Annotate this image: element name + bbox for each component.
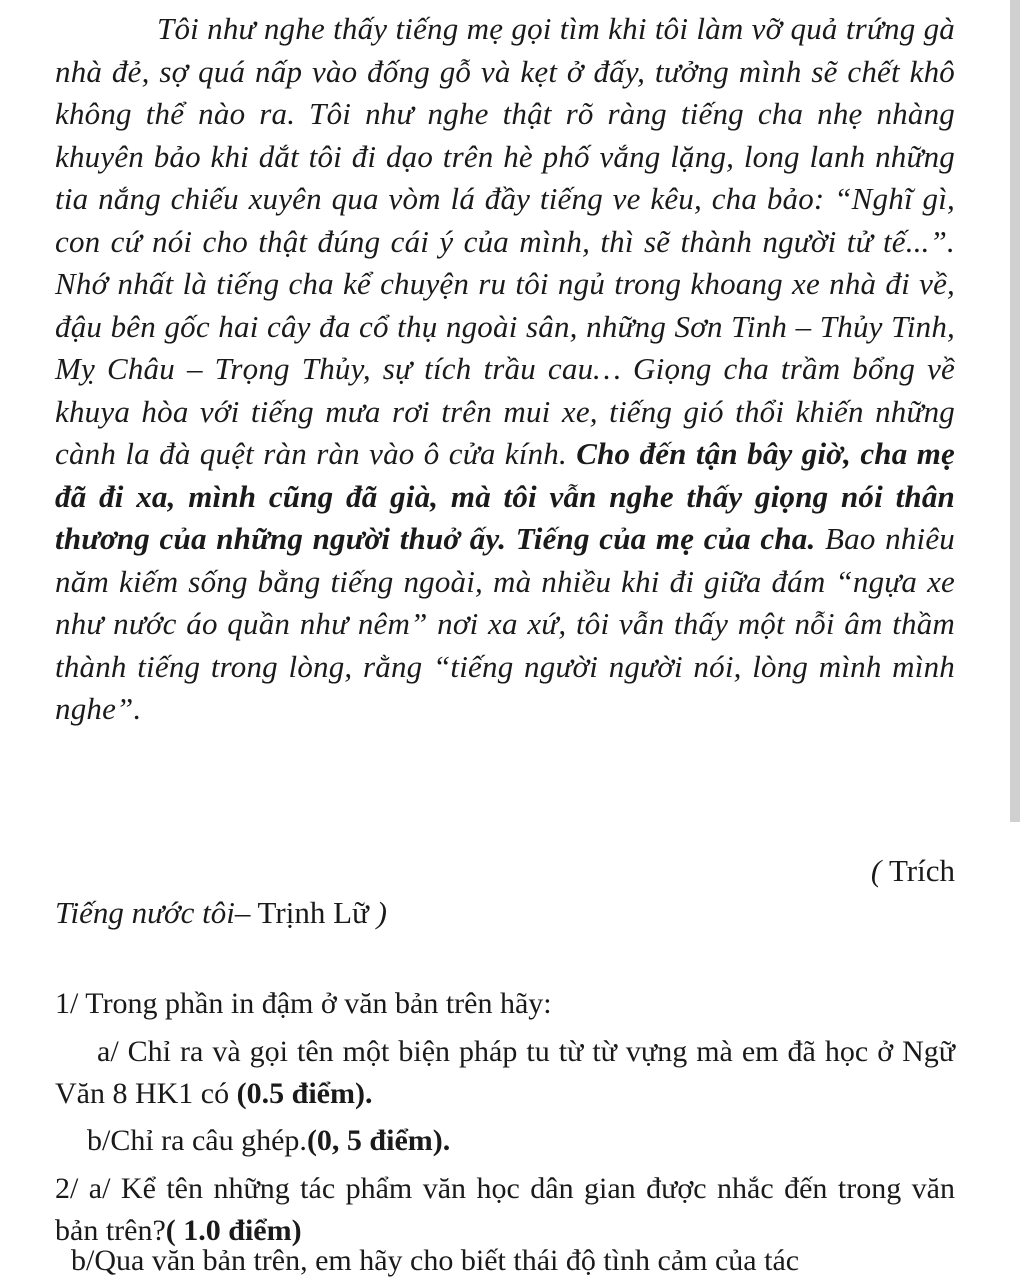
source-title: Tiếng nước tôi: [55, 895, 235, 930]
question-1b-text: b/Chỉ ra câu ghép.: [87, 1124, 307, 1157]
question-1b: [87, 1120, 955, 1162]
source-author: – Trịnh Lữ: [234, 895, 377, 930]
question-1a-text: a/ Chỉ ra và gọi tên một biện pháp tu từ từ vựng mà em đã học ở Ngữ Văn 8 HK1 có: [55, 1035, 955, 1110]
source-close-paren: ): [376, 895, 387, 930]
scrollbar[interactable]: [1010, 0, 1020, 822]
source-word-trich: Trích: [888, 853, 955, 888]
scrollbar-thumb[interactable]: [1010, 0, 1020, 822]
source-citation-title: [55, 893, 387, 933]
question-1b-points: (0, 5 điểm).: [306, 1124, 451, 1157]
question-2a-points: ( 1.0 điểm): [165, 1214, 302, 1247]
source-open-paren: (: [870, 853, 889, 888]
passage-text: [55, 8, 955, 731]
passage-part-2: Bao nhiêu năm kiếm sống bằng tiếng ngoài, mà nhiều khi đi giữa đám “ngựa xe như nước áo quần như nêm” nơi xa xứ, tôi vẫn thấy một nỗi âm thầm thành tiếng trong lòng, rằng “tiếng người người nói, lòng mình mình nghe”.: [55, 521, 955, 726]
source-citation-open: [871, 851, 955, 891]
question-2b: b/Qua văn bản trên, em hãy cho biết thái độ tình cảm của tác: [71, 1244, 800, 1277]
question-1a-points: (0.5 điểm).: [236, 1077, 373, 1110]
question-2a-text: 2/ a/ Kể tên những tác phẩm văn học dân gian được nhắc đến trong văn bản trên?: [55, 1172, 955, 1247]
question-1a: [55, 1031, 955, 1115]
question-1: 1/ Trong phần in đậm ở văn bản trên hãy:: [55, 987, 552, 1020]
passage-part-1: Tôi như nghe thấy tiếng mẹ gọi tìm khi tôi làm vỡ quả trứng gà nhà đẻ, sợ quá nấp vào đống gỗ và kẹt ở đấy, tưởng mình sẽ chết khô không thể nào ra. Tôi như nghe thật rõ ràng tiếng cha nhẹ nhàng khuyên bảo khi dắt tôi đi dạo trên hè phố vắng lặng, long lanh những tia nắng chiếu xuyên qua vòm lá đầy tiếng ve kêu, cha bảo: “Nghĩ gì, con cứ nói cho thật đúng cái ý của mình, thì sẽ thành người tử tế...”. Nhớ nhất là tiếng cha kể chuyện ru tôi ngủ trong khoang xe nhà đi về, đậu bên gốc hai cây đa cổ thụ ngoài sân, những Sơn Tinh – Thủy Tinh, Mỵ Châu – Trọng Thủy, sự tích trầu cau… Giọng cha trầm bổng về khuya hòa với tiếng mưa rơi trên mui xe, tiếng gió thổi khiến những cành la đà quệt ràn ràn vào ô cửa kính.: [55, 11, 955, 471]
passage-bold-part: Cho đến tận bây giờ, cha mẹ đã đi xa, mình cũng đã già, mà tôi vẫn nghe thấy giọng nói thân thương của những người thuở ấy. Tiếng của mẹ của cha.: [55, 436, 955, 556]
